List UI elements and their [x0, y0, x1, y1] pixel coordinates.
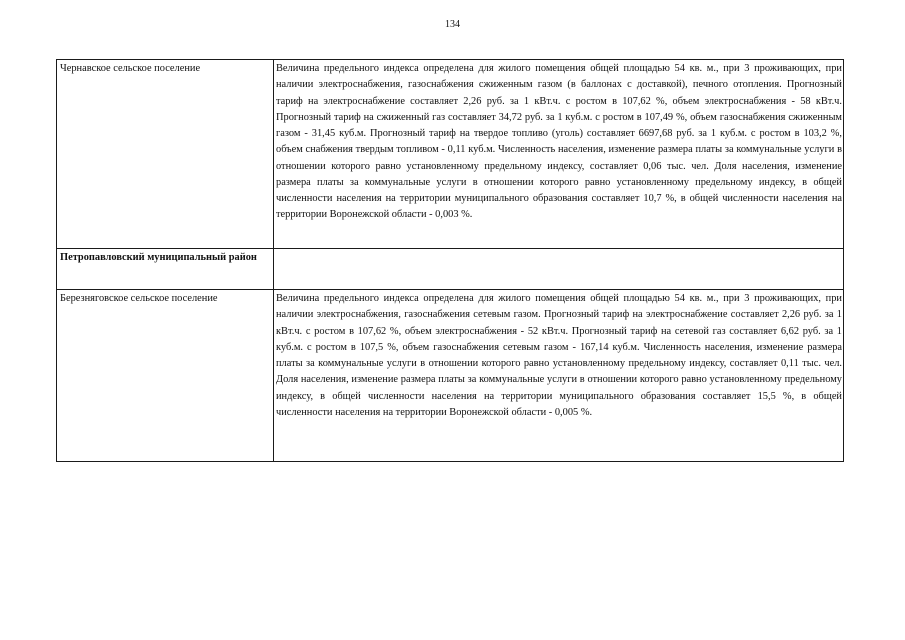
- tariff-table: [56, 59, 844, 462]
- settlement-description-cell: Величина предельного индекса определена для жилого помещения общей площадью 54 кв. м., при 3 проживающих, при наличии электроснабжения, газоснабжения сжиженным газом (в баллонах с доставкой), печного отопления. Прогнозный тариф на электроснабжение составляет 2,26 руб. за 1 кВт.ч. с ростом в 107,62 %, объем электроснабжения - 58 кВт.ч. Прогнозный тариф на сжиженный газ составляет 34,72 руб. за 1 куб.м. с ростом в 107,49 %, объем газоснабжения сжиженным газом - 31,45 куб.м. Прогнозный тариф на твердое топливо (уголь) составляет 6697,68 руб. за 1 куб.м. с ростом в 103,2 %, объем снабжения твердым топливом - 0,11 куб.м. Численность населения, изменение размера платы за коммунальные услуги в отношении которого равно установленному предельному индексу, составляет 0,06 тыс. чел. Доля населения, изменение размера платы за коммунальные услуги в отношении которого равно установленному предельному индексу, в общей численности населения на территории муниципального образования составляет 10,7 %, в общей численности населения на территории Воронежской области - 0,003 %.: [274, 60, 844, 249]
- district-name-cell: Петропавловский муниципальный район: [57, 249, 274, 290]
- table-row: [57, 290, 844, 462]
- table-row: [57, 249, 844, 290]
- table-row: [57, 60, 844, 249]
- page-number: 134: [445, 19, 460, 30]
- settlement-description-cell: Величина предельного индекса определена для жилого помещения общей площадью 54 кв. м., при 3 проживающих, при наличии электроснабжения, газоснабжения сетевым газом. Прогнозный тариф на электроснабжение составляет 2,26 руб. за 1 кВт.ч. с ростом в 107,62 %, объем электроснабжения - 52 кВт.ч. Прогнозный тариф на сетевой газ составляет 6,62 руб. за 1 куб.м. с ростом в 107,5 %, объем газоснабжения сетевым газом - 167,14 куб.м. Численность населения, изменение размера платы за коммунальные услуги в отношении которого равно установленному предельному индексу, составляет 0,11 тыс. чел. Доля населения, изменение размера платы за коммунальные услуги в отношении которого равно установленному предельному индексу, в общей численности населения на территории муниципального образования составляет 15,5 %, в общей численности населения на территории Воронежской области - 0,005 %.: [274, 290, 844, 462]
- district-description-cell: [274, 249, 844, 290]
- settlement-name-cell: Березняговское сельское поселение: [57, 290, 274, 462]
- settlement-name-cell: Чернавское сельское поселение: [57, 60, 274, 249]
